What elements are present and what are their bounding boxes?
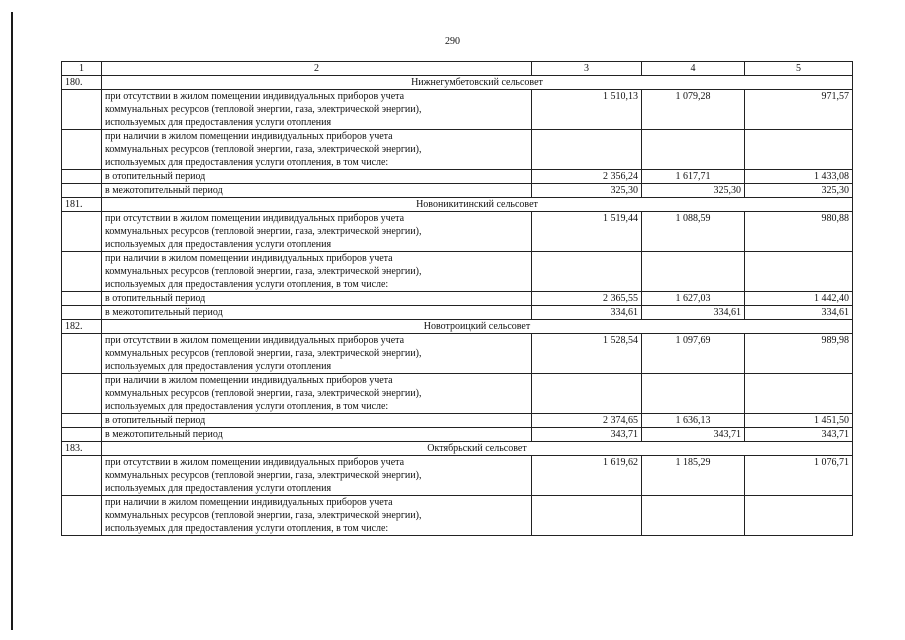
row-label: в отопительный период xyxy=(102,170,532,184)
value-cell: 1 442,40 xyxy=(745,292,853,306)
non-heating-period-row xyxy=(62,428,853,442)
empty-cell xyxy=(532,252,642,292)
column-number-row xyxy=(62,62,853,76)
section-header-row xyxy=(62,198,853,212)
row-label: в отопительный период xyxy=(102,414,532,428)
value-cell: 325,30 xyxy=(642,184,745,198)
value-cell: 971,57 xyxy=(745,90,853,130)
value-cell: 1 627,03 xyxy=(642,292,745,306)
value-cell: 325,30 xyxy=(532,184,642,198)
non-heating-period-row xyxy=(62,306,853,320)
row-label: в отопительный период xyxy=(102,292,532,306)
row-label: при наличии в жилом помещении индивидуальных приборов учета коммунальных ресурсов (тепловой энергии, газа, электрической энергии), используемых для предоставления услуги отопления, в том числе: xyxy=(102,252,532,292)
value-cell: 334,61 xyxy=(532,306,642,320)
column-header: 1 xyxy=(62,62,102,76)
value-cell: 1 076,71 xyxy=(745,456,853,496)
value-cell: 1 528,54 xyxy=(532,334,642,374)
left-margin-rule xyxy=(11,12,13,630)
section-number: 180. xyxy=(62,76,102,90)
value-cell: 989,98 xyxy=(745,334,853,374)
value-cell: 334,61 xyxy=(642,306,745,320)
row-label: при отсутствии в жилом помещении индивидуальных приборов учета коммунальных ресурсов (тепловой энергии, газа, электрической энергии), используемых для предоставления услуги отопления xyxy=(102,456,532,496)
column-header: 3 xyxy=(532,62,642,76)
empty-cell xyxy=(62,456,102,496)
empty-cell xyxy=(642,496,745,536)
value-cell: 1 088,59 xyxy=(642,212,745,252)
empty-cell xyxy=(642,374,745,414)
empty-cell xyxy=(62,306,102,320)
empty-cell xyxy=(745,374,853,414)
value-cell: 1 619,62 xyxy=(532,456,642,496)
value-cell: 343,71 xyxy=(745,428,853,442)
non-heating-period-row xyxy=(62,184,853,198)
row-label: при наличии в жилом помещении индивидуальных приборов учета коммунальных ресурсов (тепловой энергии, газа, электрической энергии), используемых для предоставления услуги отопления, в том числе: xyxy=(102,374,532,414)
row-label: в межотопительный период xyxy=(102,184,532,198)
value-cell: 343,71 xyxy=(642,428,745,442)
value-cell: 980,88 xyxy=(745,212,853,252)
page-number: 290 xyxy=(445,36,460,47)
tariff-row-without-meters xyxy=(62,334,853,374)
empty-cell xyxy=(62,428,102,442)
tariff-row-without-meters xyxy=(62,90,853,130)
value-cell: 1 636,13 xyxy=(642,414,745,428)
section-number: 183. xyxy=(62,442,102,456)
column-header: 2 xyxy=(102,62,532,76)
section-name: Новоникитинский сельсовет xyxy=(102,198,853,212)
row-label: в межотопительный период xyxy=(102,428,532,442)
empty-cell xyxy=(745,130,853,170)
value-cell: 325,30 xyxy=(745,184,853,198)
value-cell: 2 356,24 xyxy=(532,170,642,184)
value-cell: 2 374,65 xyxy=(532,414,642,428)
tariff-table xyxy=(61,61,853,536)
empty-cell xyxy=(62,334,102,374)
heating-period-row xyxy=(62,414,853,428)
tariff-row-with-meters xyxy=(62,496,853,536)
empty-cell xyxy=(62,184,102,198)
column-header: 5 xyxy=(745,62,853,76)
value-cell: 1 510,13 xyxy=(532,90,642,130)
empty-cell xyxy=(62,374,102,414)
heating-period-row xyxy=(62,170,853,184)
section-header-row xyxy=(62,442,853,456)
empty-cell xyxy=(62,496,102,536)
empty-cell xyxy=(532,496,642,536)
tariff-row-without-meters xyxy=(62,212,853,252)
empty-cell xyxy=(642,130,745,170)
value-cell: 1 617,71 xyxy=(642,170,745,184)
heating-period-row xyxy=(62,292,853,306)
row-label: при отсутствии в жилом помещении индивидуальных приборов учета коммунальных ресурсов (тепловой энергии, газа, электрической энергии), используемых для предоставления услуги отопления xyxy=(102,212,532,252)
empty-cell xyxy=(532,130,642,170)
value-cell: 1 451,50 xyxy=(745,414,853,428)
empty-cell xyxy=(62,292,102,306)
tariff-row-with-meters xyxy=(62,252,853,292)
section-number: 181. xyxy=(62,198,102,212)
value-cell: 1 519,44 xyxy=(532,212,642,252)
section-number: 182. xyxy=(62,320,102,334)
value-cell: 334,61 xyxy=(745,306,853,320)
row-label: при отсутствии в жилом помещении индивидуальных приборов учета коммунальных ресурсов (тепловой энергии, газа, электрической энергии), используемых для предоставления услуги отопления xyxy=(102,334,532,374)
empty-cell xyxy=(62,252,102,292)
value-cell: 2 365,55 xyxy=(532,292,642,306)
row-label: при наличии в жилом помещении индивидуальных приборов учета коммунальных ресурсов (тепловой энергии, газа, электрической энергии), используемых для предоставления услуги отопления, в том числе: xyxy=(102,130,532,170)
value-cell: 343,71 xyxy=(532,428,642,442)
column-header: 4 xyxy=(642,62,745,76)
empty-cell xyxy=(745,252,853,292)
value-cell: 1 433,08 xyxy=(745,170,853,184)
empty-cell xyxy=(745,496,853,536)
section-header-row xyxy=(62,320,853,334)
tariff-row-with-meters xyxy=(62,374,853,414)
empty-cell xyxy=(532,374,642,414)
empty-cell xyxy=(62,414,102,428)
value-cell: 1 185,29 xyxy=(642,456,745,496)
empty-cell xyxy=(62,212,102,252)
tariff-row-without-meters xyxy=(62,456,853,496)
empty-cell xyxy=(62,90,102,130)
row-label: при отсутствии в жилом помещении индивидуальных приборов учета коммунальных ресурсов (тепловой энергии, газа, электрической энергии), используемых для предоставления услуги отопления xyxy=(102,90,532,130)
section-name: Октябрьский сельсовет xyxy=(102,442,853,456)
row-label: при наличии в жилом помещении индивидуальных приборов учета коммунальных ресурсов (тепловой энергии, газа, электрической энергии), используемых для предоставления услуги отопления, в том числе: xyxy=(102,496,532,536)
empty-cell xyxy=(642,252,745,292)
empty-cell xyxy=(62,130,102,170)
row-label: в межотопительный период xyxy=(102,306,532,320)
section-header-row xyxy=(62,76,853,90)
tariff-row-with-meters xyxy=(62,130,853,170)
value-cell: 1 079,28 xyxy=(642,90,745,130)
section-name: Новотроицкий сельсовет xyxy=(102,320,853,334)
value-cell: 1 097,69 xyxy=(642,334,745,374)
empty-cell xyxy=(62,170,102,184)
section-name: Нижнегумбетовский сельсовет xyxy=(102,76,853,90)
